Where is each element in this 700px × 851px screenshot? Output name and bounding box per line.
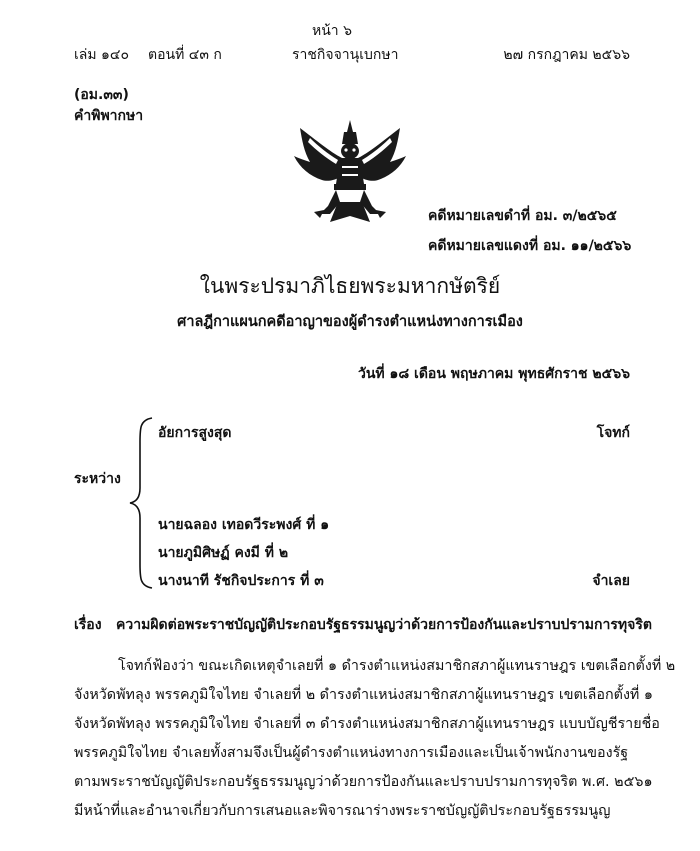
gazette-date: ๒๗ กรกฎาคม ๒๕๖๖ [503,47,630,63]
defendant-1: นายฉลอง เทอดวีระพงศ์ ที่ ๑ [158,517,330,533]
gazette-volume: เล่ม ๑๔๐ [74,47,130,63]
gazette-name: ราชกิจจานุเบกษา [292,47,399,63]
body-line: พรรคภูมิใจไทย จำเลยทั้งสามจึงเป็นผู้ดำรงตำแหน่งทางการเมืองและเป็นเจ้าพนักงานของรัฐ [74,745,629,761]
body-line: จังหวัดพัทลุง พรรคภูมิใจไทย จำเลยที่ ๒ ดำรงตำแหน่งสมาชิกสภาผู้แทนราษฎร เขตเลือกตั้งที่ ๑ [74,687,653,703]
body-line: จังหวัดพัทลุง พรรคภูมิใจไทย จำเลยที่ ๓ ดำรงตำแหน่งสมาชิกสภาผู้แทนราษฎร แบบบัญชีรายชื่อ [74,716,660,732]
garuda-emblem-icon [290,118,410,230]
brace-icon [128,416,154,590]
body-line: ตามพระราชบัญญัติประกอบรัฐธรรมนูญว่าด้วยการป้องกันและปราบปรามการทุจริต พ.ศ. ๒๕๖๑ [74,774,653,790]
between-label: ระหว่าง [74,471,121,487]
document-code: (อม.๓๓) [74,87,129,103]
subject-text: ความผิดต่อพระราชบัญญัติประกอบรัฐธรรมนูญว่าด้วยการป้องกันและปราบปรามการทุจริต [116,617,652,633]
body-paragraph [74,652,676,826]
plaintiff-role: โจทก์ [596,425,630,441]
gazette-section: ตอนที่ ๔๓ ก [148,47,222,63]
court-name: ศาลฎีกาแผนกคดีอาญาของผู้ดำรงตำแหน่งทางการเมือง [177,314,523,330]
page-number: หน้า ๖ [312,23,352,39]
judgment-date: วันที่ ๑๘ เดือน พฤษภาคม พุทธศักราช ๒๕๖๖ [357,366,630,382]
judgment-title: ในพระปรมาภิไธยพระมหากษัตริย์ [199,274,501,298]
defendant-2: นายภูมิศิษฏ์ คงมี ที่ ๒ [158,545,289,561]
document-type: คำพิพากษา [74,108,144,124]
black-case-number: คดีหมายเลขดำที่ อม. ๓/๒๕๖๕ [428,208,617,224]
defendant-3: นางนาที รัชกิจประการ ที่ ๓ [158,573,324,589]
body-line: โจทก์ฟ้องว่า ขณะเกิดเหตุจำเลยที่ ๑ ดำรงตำแหน่งสมาชิกสภาผู้แทนราษฎร เขตเลือกตั้งที่ ๒ [118,658,676,674]
defendant-role: จำเลย [592,573,630,589]
red-case-number: คดีหมายเลขแดงที่ อม. ๑๑/๒๕๖๖ [428,238,632,254]
body-line: มีหน้าที่และอำนาจเกี่ยวกับการเสนอและพิจารณาร่างพระราชบัญญัติประกอบรัฐธรรมนูญ [74,803,611,819]
subject-label: เรื่อง [74,617,102,633]
plaintiff-name: อัยการสูงสุด [158,425,232,441]
